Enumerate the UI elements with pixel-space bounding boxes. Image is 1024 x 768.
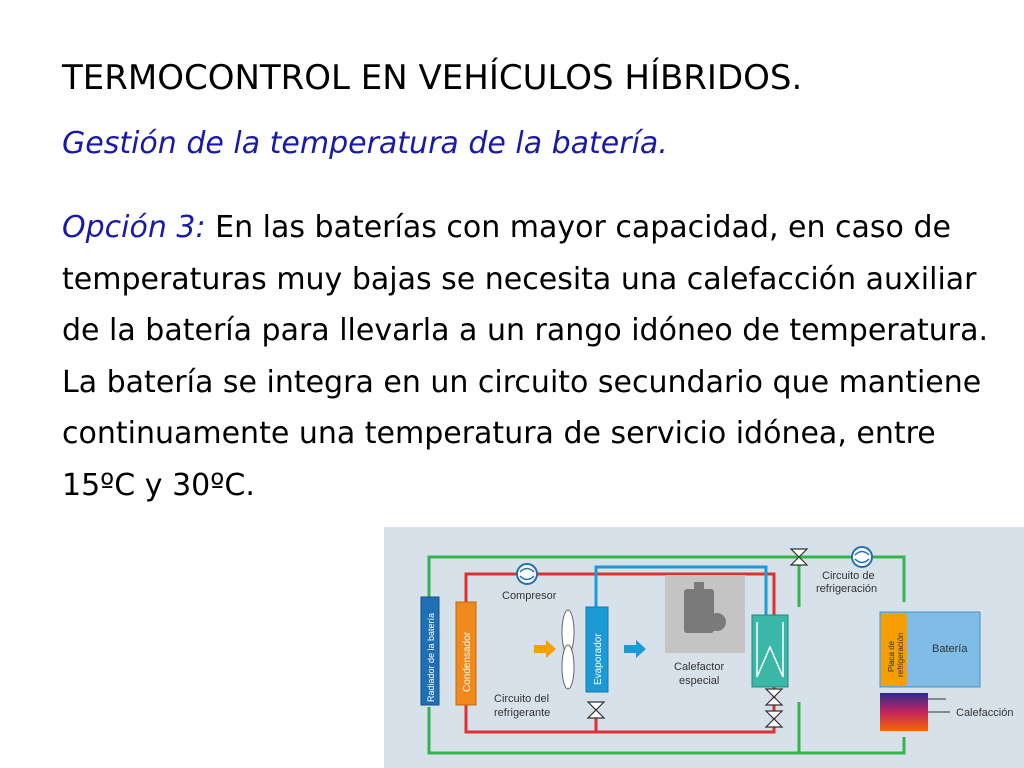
special-heater-label-2: especial (679, 675, 720, 687)
cooling-circuit-diagram (384, 527, 1024, 768)
cooling-circuit-label-1: Circuito de (822, 570, 875, 582)
valve-icon-exchanger-bottom (766, 711, 782, 727)
valve-icon-exchanger-top (766, 689, 782, 705)
airflow-arrow-right-icon (624, 640, 646, 658)
refrigerant-circuit-label-2: refrigerante (494, 707, 551, 719)
heating-label: Calefacción (956, 707, 1014, 719)
valve-icon-evaporator (588, 702, 604, 718)
cooling-plate-label-1: Placa de (887, 640, 896, 672)
body-text: En las baterías con mayor capacidad, en caso de temperaturas muy bajas se necesita una calefacción auxiliar de la batería para llevarla a un rango idóneo de temperatura. La batería se integra en un circuito secundario que mantiene continuamente una temperatura de servicio idónea, entre 15ºC y 30ºC. (62, 210, 989, 503)
compressor-label: Compresor (502, 590, 557, 602)
cooling-circuit-label-2: refrigeración (816, 583, 878, 595)
airflow-arrow-left-icon (534, 640, 556, 658)
battery-label: Batería (932, 643, 968, 655)
fan-icon (562, 610, 574, 689)
slide-title: TERMOCONTROL EN VEHÍCULOS HÍBRIDOS. (62, 58, 803, 98)
special-heater-label-1: Calefactor (674, 661, 725, 673)
refrigerant-circuit-label-1: Circuito del (494, 693, 550, 705)
compressor-icon (517, 564, 537, 584)
body-paragraph (62, 202, 997, 511)
radiator-label: Radiador de la batería (426, 612, 436, 702)
cooling-plate-label-2: refrigeración (896, 632, 905, 677)
condenser-label: Condensador (462, 631, 473, 692)
slide-subtitle: Gestión de la temperatura de la batería. (62, 126, 668, 161)
coolant-pump-icon (852, 547, 872, 567)
heating-element-block (880, 693, 928, 731)
evaporator-label: Evaporador (593, 633, 604, 685)
option-label: Opción 3: (62, 210, 206, 245)
